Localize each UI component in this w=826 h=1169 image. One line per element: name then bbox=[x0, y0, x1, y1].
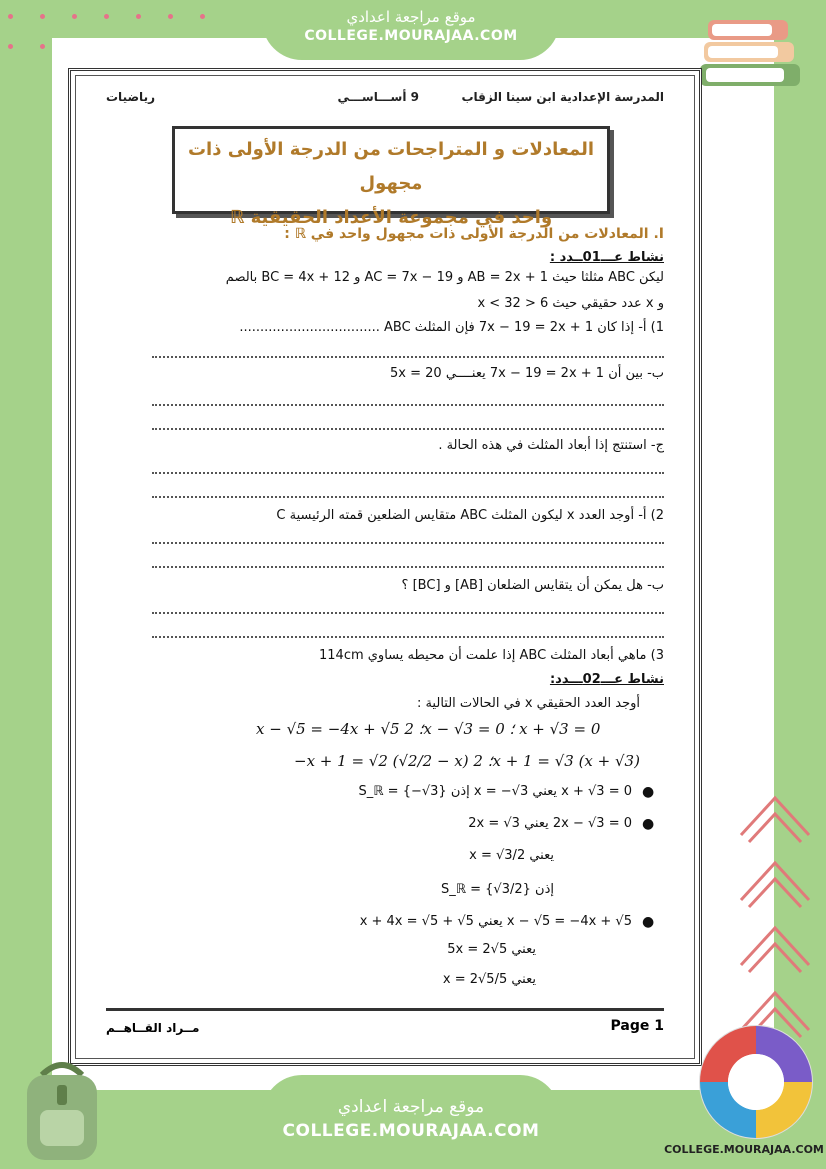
worksheet-page bbox=[68, 68, 702, 1066]
site-url-bottom[interactable]: COLLEGE.MOURAJAA.COM bbox=[282, 1121, 540, 1141]
answer-line bbox=[152, 612, 664, 614]
bullet-icon: ● bbox=[642, 784, 655, 800]
author-name: مــراد القــاهــم bbox=[106, 1021, 200, 1035]
books-icon bbox=[700, 12, 810, 102]
section-1-heading: I. المعادلات من الدرجة الأولى ذات مجهول واحد في ℝ : bbox=[284, 226, 664, 242]
activity-1-intro-1: ليكن ABC مثلثا حيث AB = 2x + 1 و AC = 7x − 19 و BC = 4x + 12 بالصم bbox=[225, 270, 664, 285]
site-name-bottom: موقع مراجعة اعدادي bbox=[337, 1097, 485, 1117]
question-1b: ب- بين أن 7x − 19 = 2x + 1 يعنــــي 5x = 20 bbox=[390, 366, 664, 381]
school-name: المدرسة الإعدادية ابن سينا الزقاب bbox=[461, 90, 664, 104]
activity-2-prompt: أوجد العدد الحقيقي x في الحالات التالية : bbox=[416, 696, 640, 711]
brand-footer[interactable]: COLLEGE.MOURAJAA.COM bbox=[664, 1143, 824, 1156]
activity-2-heading: نشاط عـــ02ـــدد: bbox=[549, 672, 664, 687]
question-2b: ب- هل يمكن أن يتقايس الضلعان [AB] و [BC] ؟ bbox=[401, 578, 664, 593]
backpack-icon bbox=[12, 1055, 112, 1165]
bullet-icon: ● bbox=[642, 914, 655, 930]
answer-line bbox=[152, 636, 664, 638]
answer-line bbox=[152, 428, 664, 430]
answer-line bbox=[152, 496, 664, 498]
solution-2a: 2x − √3 = 0 يعني 2x = √3 bbox=[468, 816, 632, 831]
equation-row-2: −x + 1 = √2 (√2/2 − x) ؛ 2x + 1 = √3 (x + √3) bbox=[294, 752, 640, 770]
solution-2c: إذن S_ℝ = {√3/2} bbox=[440, 882, 554, 897]
question-3: 3) ماهي أبعاد المثلث ABC إذا علمت أن محيطه يساوي 114cm bbox=[319, 648, 664, 663]
title-line-1: المعادلات و المتراجحات من الدرجة الأولى ذات مجهول bbox=[187, 139, 595, 194]
worksheet-inner-border bbox=[75, 75, 695, 1059]
answer-line bbox=[152, 472, 664, 474]
activity-1-intro-2: و x عدد حقيقي حيث 6 < x < 32 bbox=[477, 296, 664, 311]
top-banner[interactable] bbox=[262, 0, 560, 60]
answer-line bbox=[152, 566, 664, 568]
answer-line bbox=[152, 542, 664, 544]
education-logo-icon bbox=[694, 1020, 818, 1144]
activity-1-heading: نشاط عـــ01ــدد : bbox=[549, 250, 664, 265]
solution-3a: x − √5 = −4x + √5 يعني x + 4x = √5 + √5 bbox=[359, 914, 632, 929]
footer-rule bbox=[106, 1008, 664, 1011]
question-1a: 1) أ- إذا كان 7x − 19 = 2x + 1 فإن المثلث ABC .................................. bbox=[239, 320, 664, 335]
page-header bbox=[106, 90, 664, 110]
bottom-banner[interactable] bbox=[262, 1075, 560, 1169]
answer-line bbox=[152, 404, 664, 406]
title-line-2: واحد في مجموعة الأعداد الحقيقية ℝ bbox=[229, 207, 553, 228]
solution-3b: يعني 5x = 2√5 bbox=[447, 942, 536, 957]
subject-name: رياضيات bbox=[106, 90, 155, 104]
title-box bbox=[172, 126, 610, 228]
bullet-icon: ● bbox=[642, 816, 655, 832]
question-1c: ج- استنتج إذا أبعاد المثلث في هذه الحالة . bbox=[438, 438, 664, 453]
equation-row-1: x − √5 = −4x + √5 ؛ 2x − √3 = 0 ؛ x + √3 = 0 bbox=[256, 720, 601, 738]
grade-level: 9 أســـاســـي bbox=[337, 90, 419, 104]
question-2a: 2) أ- أوجد العدد x ليكون المثلث ABC متقايس الضلعين قمته الرئيسية C bbox=[276, 508, 664, 523]
solution-3c: يعني x = 2√5/5 bbox=[442, 972, 536, 987]
solution-2b: يعني x = √3/2 bbox=[469, 848, 554, 863]
site-name: موقع مراجعة اعدادي bbox=[346, 8, 476, 26]
solution-1: x + √3 = 0 يعني x = −√3 إذن S_ℝ = {−√3} bbox=[358, 784, 632, 799]
site-url[interactable]: COLLEGE.MOURAJAA.COM bbox=[304, 28, 518, 44]
page-number: Page 1 bbox=[610, 1018, 664, 1034]
answer-line bbox=[152, 356, 664, 358]
